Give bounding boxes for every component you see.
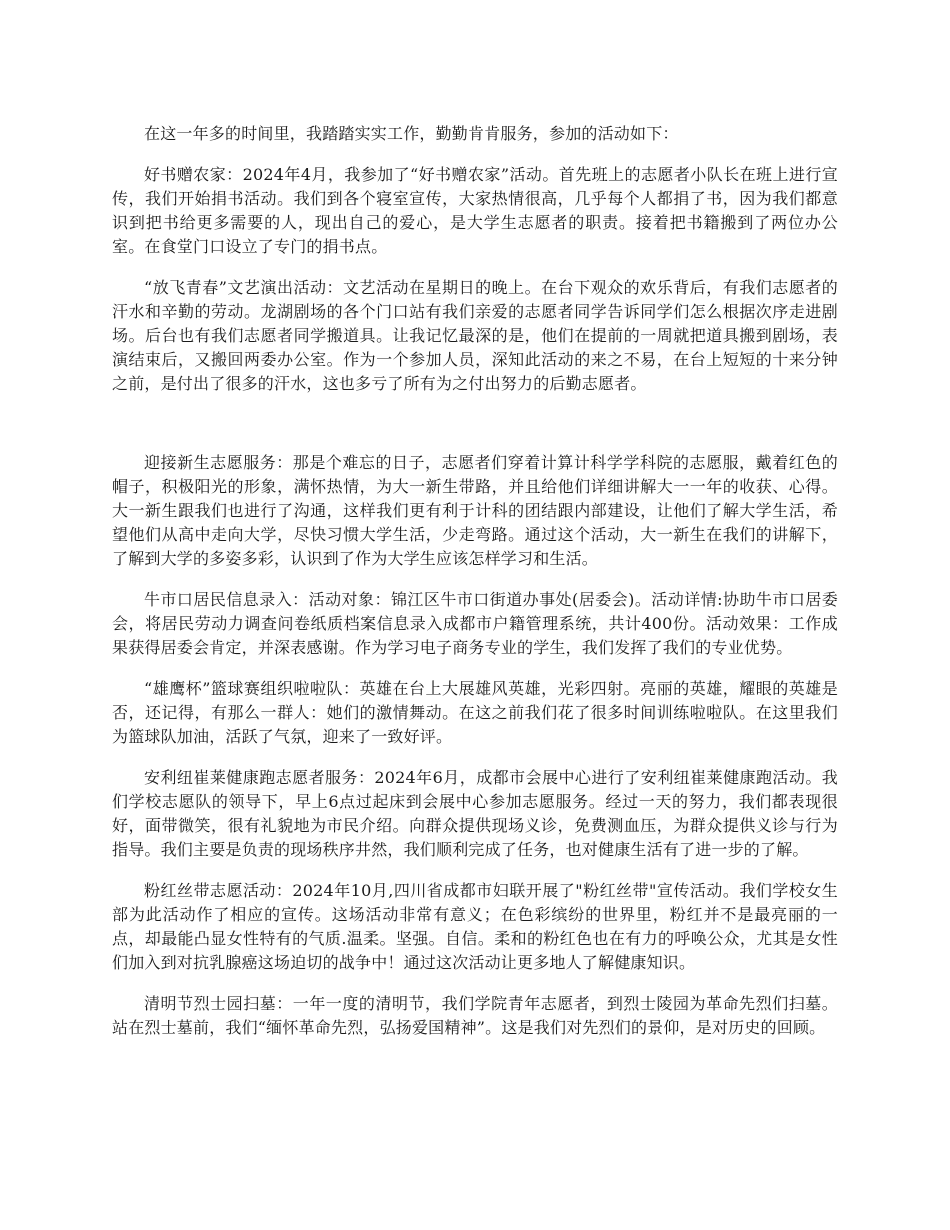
- blank-gap: [112, 413, 838, 451]
- book-donation-paragraph: 好书赠农家：2024年4月，我参加了“好书赠农家”活动。首先班上的志愿者小队长在班上进行宣传，我们开始捐书活动。我们到各个寝室宣传，大家热情很高，几乎每个人都捐了书，因为我们都意识到把书给更多需要的人，现出自己的爱心，是大学生志愿者的职责。接着把书籍搬到了两位办公室。在食堂门口设立了专门的捐书点。: [112, 165, 838, 256]
- resident-info-entry-paragraph: 牛市口居民信息录入：活动对象：锦江区牛市口街道办事处(居委会)。活动详情:协助牛市口居委会，将居民劳动力调查问卷纸质档案信息录入成都市户籍管理系统，共计400份。活动效果：工作成果获得居委会肯定，并深表感谢。作为学习电子商务专业的学生，我们发挥了我们的专业优势。: [112, 590, 838, 657]
- health-run-paragraph: 安利纽崔莱健康跑志愿者服务：2024年6月，成都市会展中心进行了安利纽崔莱健康跑活动。我们学校志愿队的领导下，早上6点过起床到会展中心参加志愿服务。经过一天的努力，我们都表现很好，面带微笑，很有礼貌地为市民介绍。向群众提供现场义诊，免费测血压，为群众提供义诊与行为指导。我们主要是负责的现场秩序井然，我们顺利完成了任务，也对健康生活有了进一步的了解。: [112, 768, 838, 859]
- document-body: [112, 122, 838, 1057]
- youth-performance-paragraph: “放飞青春”文艺演出活动：文艺活动在星期日的晚上。在台下观众的欢乐背后，有我们志愿者的汗水和辛勤的劳动。龙湖剧场的各个门口站有我们亲爱的志愿者同学告诉同学们怎么根据次序走进剧场。后台也有我们志愿者同学搬道具。让我记忆最深的是，他们在提前的一周就把道具搬到剧场，表演结束后，又搬回两委办公室。作为一个参加人员，深知此活动的来之不易，在台上短短的十来分钟之前，是付出了很多的汗水，这也多亏了所有为之付出努力的后勤志愿者。: [112, 278, 838, 393]
- intro-paragraph: 在这一年多的时间里，我踏踏实实工作，勤勤肯肯服务，参加的活动如下：: [144, 124, 679, 143]
- freshman-welcome-paragraph: 迎接新生志愿服务：那是个难忘的日子，志愿者们穿着计算计科学学科院的志愿服，戴着红色的帽子，积极阳光的形象，满怀热情，为大一新生带路，并且给他们详细讲解大一一年的收获、心得。大一新生跟我们也进行了沟通，这样我们更有利于计科的团结跟内部建设，让他们了解大学生活，希望他们从高中走向大学，尽快习惯大学生活，少走弯路。通过这个活动，大一新生在我们的讲解下，了解到大学的多姿多彩，认识到了作为大学生应该怎样学习和生活。: [112, 453, 838, 568]
- cheerleading-paragraph: “雄鹰杯”篮球赛组织啦啦队：英雄在台上大展雄风英雄，光彩四射。亮丽的英雄，耀眼的英雄是否，还记得，有那么一群人：她们的激情舞动。在这之前我们花了很多时间训练啦啦队。在这里我们为篮球队加油，活跃了气氛，迎来了一致好评。: [112, 679, 838, 746]
- tomb-sweeping-paragraph: 清明节烈士园扫墓：一年一度的清明节，我们学院青年志愿者，到烈士陵园为革命先烈们扫墓。站在烈士墓前，我们“缅怀革命先烈，弘扬爱国精神”。这是我们对先烈们的景仰，是对历史的回顾。: [112, 994, 838, 1037]
- pink-ribbon-paragraph: 粉红丝带志愿活动：2024年10月,四川省成都市妇联开展了"粉红丝带"宣传活动。我们学校女生部为此活动作了相应的宣传。这场活动非常有意义；在色彩缤纷的世界里，粉红并不是最亮丽的一点，却最能凸显女性特有的气质.温柔。坚强。自信。柔和的粉红色也在有力的呼唤公众，尤其是女性们加入到对抗乳腺癌这场迫切的战争中！通过这次活动让更多地人了解健康知识。: [112, 881, 838, 972]
